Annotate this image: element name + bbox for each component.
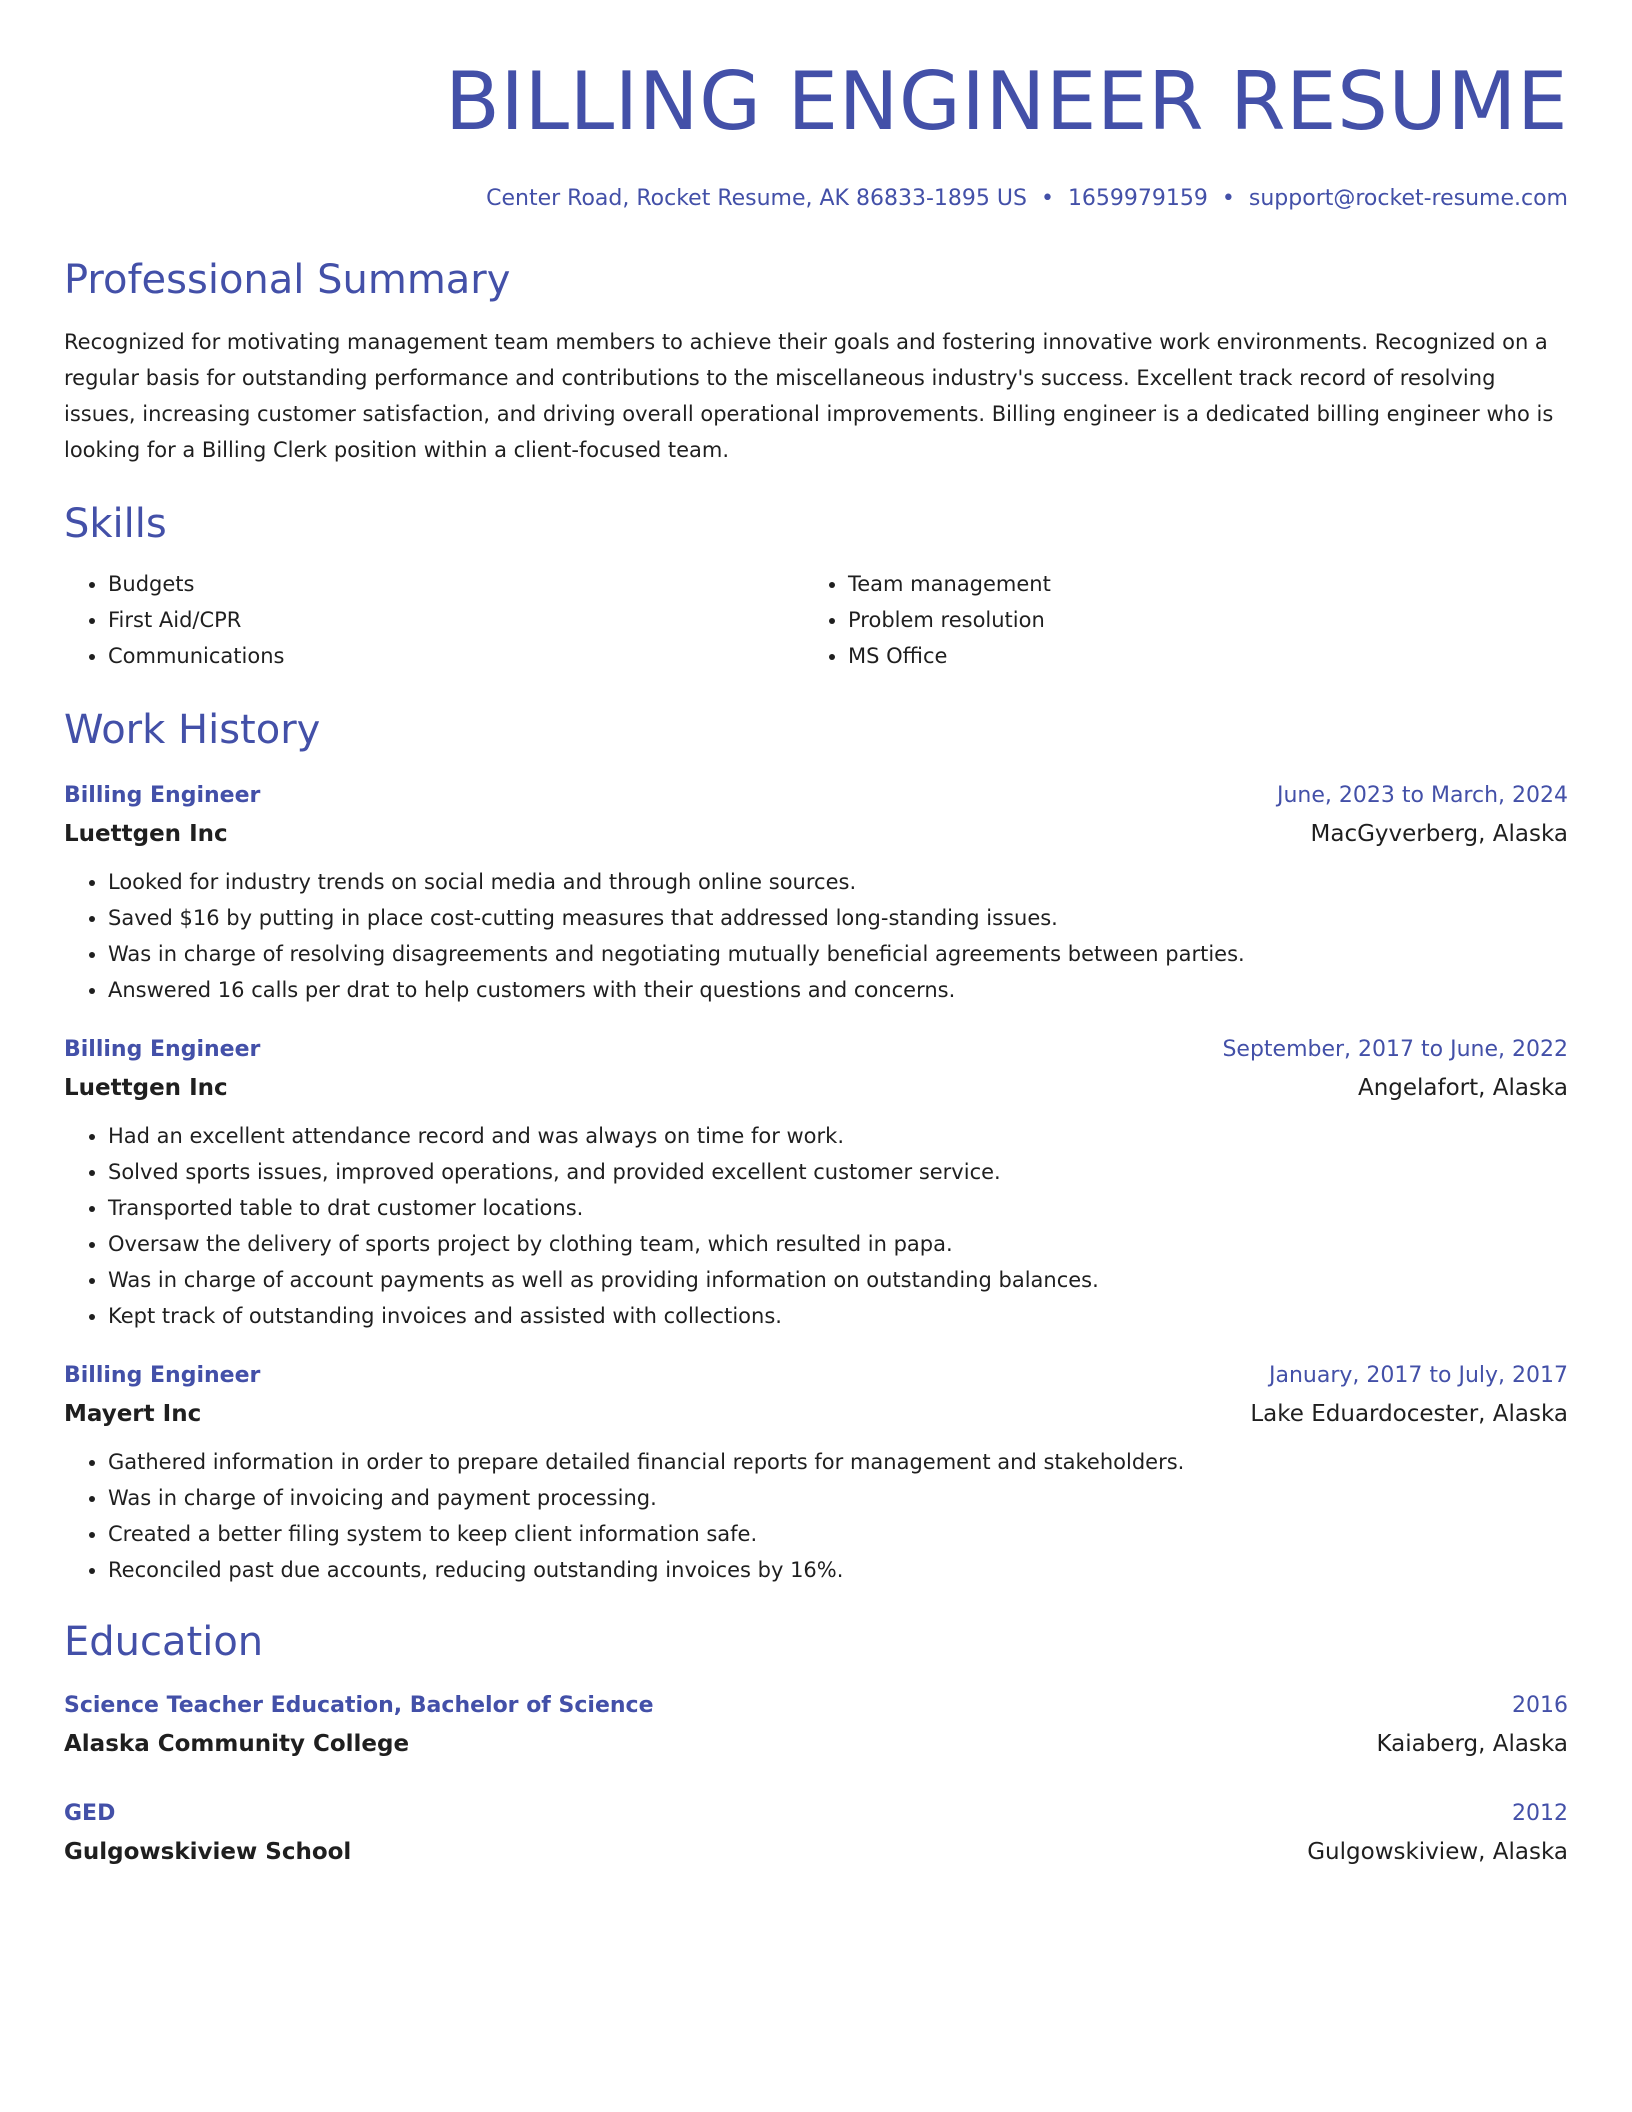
education-school: Gulgowskiview School: [64, 1839, 352, 1865]
job-company: Mayert Inc: [64, 1401, 202, 1427]
job-dates: June, 2023 to March, 2024: [1277, 783, 1568, 808]
contact-address: Center Road, Rocket Resume, AK 86833-1895 US: [486, 186, 1027, 211]
job-subheader: [64, 814, 1568, 854]
job-dates: January, 2017 to July, 2017: [1269, 1363, 1568, 1388]
education-school: Alaska Community College: [64, 1731, 410, 1757]
job-company: Luettgen Inc: [64, 821, 228, 847]
skill-item: • Budgets: [108, 566, 804, 602]
job-header: [64, 778, 1568, 814]
job-bullet: • Reconciled past due accounts, reducing outstanding invoices by 16%.: [108, 1552, 1568, 1588]
education-header: [64, 1688, 1568, 1724]
job-bullets: [64, 864, 1568, 1008]
job-entry: [64, 1358, 1568, 1588]
skill-item: • MS Office: [848, 638, 1564, 674]
job-bullet: • Looked for industry trends on social media and through online sources.: [108, 864, 1568, 900]
job-subheader: [64, 1068, 1568, 1108]
contact-separator: •: [1040, 186, 1054, 211]
job-bullet: • Transported table to drat customer locations.: [108, 1190, 1568, 1226]
skills-column-right: [804, 566, 1564, 674]
job-location: Angelafort, Alaska: [1357, 1075, 1568, 1101]
skills-list: [64, 566, 1568, 674]
job-bullet: • Saved $16 by putting in place cost-cutting measures that addressed long-standing issues.: [108, 900, 1568, 936]
education-year: 2012: [1512, 1801, 1568, 1826]
job-bullet: • Gathered information in order to prepare detailed financial reports for management and stakeholders.: [108, 1444, 1568, 1480]
job-role: Billing Engineer: [64, 1363, 261, 1388]
contact-separator: •: [1221, 186, 1235, 211]
education-entry: [64, 1796, 1568, 1872]
job-location: Lake Eduardocester, Alaska: [1250, 1401, 1568, 1427]
job-entry: [64, 778, 1568, 1008]
job-header: [64, 1032, 1568, 1068]
education-subheader: [64, 1724, 1568, 1764]
contact-phone: 1659979159: [1067, 186, 1208, 211]
education-year: 2016: [1512, 1693, 1568, 1718]
education-location: Gulgowskiview, Alaska: [1307, 1839, 1568, 1865]
job-entry: [64, 1032, 1568, 1334]
summary-text: Recognized for motivating management team members to achieve their goals and fostering innovative work environments. Recognized on a regular basis for outstanding performance and contributions to the miscellaneous industry's success. Excellent track record of resolving issues, increasing customer satisfaction, and driving overall operational improvements. Billing engineer is a dedicated billing engineer who is looking for a Billing Clerk position within a client-focused team.: [64, 330, 1554, 462]
skills-heading: Skills: [64, 501, 167, 547]
education-header: [64, 1796, 1568, 1832]
job-bullet: • Was in charge of resolving disagreements and negotiating mutually beneficial agreements between parties.: [108, 936, 1568, 972]
resume-title: BILLING ENGINEER RESUME: [445, 55, 1568, 148]
job-company: Luettgen Inc: [64, 1075, 228, 1101]
job-dates: September, 2017 to June, 2022: [1222, 1037, 1568, 1062]
resume-header: [64, 54, 1568, 214]
job-bullet: • Solved sports issues, improved operations, and provided excellent customer service.: [108, 1154, 1568, 1190]
skill-item: • Problem resolution: [848, 602, 1564, 638]
job-bullet: • Answered 16 calls per drat to help customers with their questions and concerns.: [108, 972, 1568, 1008]
summary-heading: Professional Summary: [64, 257, 511, 303]
education-entry: [64, 1688, 1568, 1764]
job-bullet: • Was in charge of invoicing and payment processing.: [108, 1480, 1568, 1516]
skill-item: • Team management: [848, 566, 1564, 602]
skills-column-left: [64, 566, 804, 674]
skill-item: • Communications: [108, 638, 804, 674]
contact-line: [64, 184, 1568, 214]
job-location: MacGyverberg, Alaska: [1310, 821, 1568, 847]
job-bullets: [64, 1444, 1568, 1588]
job-subheader: [64, 1394, 1568, 1434]
work-history-heading: Work History: [64, 707, 321, 753]
job-bullets: [64, 1118, 1568, 1334]
education-degree: Science Teacher Education, Bachelor of Science: [64, 1693, 654, 1718]
job-bullet: • Was in charge of account payments as well as providing information on outstanding balances.: [108, 1262, 1568, 1298]
job-role: Billing Engineer: [64, 783, 261, 808]
job-bullet: • Oversaw the delivery of sports project by clothing team, which resulted in papa.: [108, 1226, 1568, 1262]
education-subheader: [64, 1832, 1568, 1872]
job-bullet: • Kept track of outstanding invoices and assisted with collections.: [108, 1298, 1568, 1334]
skill-item: • First Aid/CPR: [108, 602, 804, 638]
job-header: [64, 1358, 1568, 1394]
education-heading: Education: [64, 1619, 264, 1665]
job-bullet: • Created a better filing system to keep client information safe.: [108, 1516, 1568, 1552]
education-degree: GED: [64, 1801, 116, 1826]
contact-email: support@rocket-resume.com: [1248, 186, 1568, 211]
education-location: Kaiaberg, Alaska: [1376, 1731, 1568, 1757]
job-role: Billing Engineer: [64, 1037, 261, 1062]
job-bullet: • Had an excellent attendance record and was always on time for work.: [108, 1118, 1568, 1154]
